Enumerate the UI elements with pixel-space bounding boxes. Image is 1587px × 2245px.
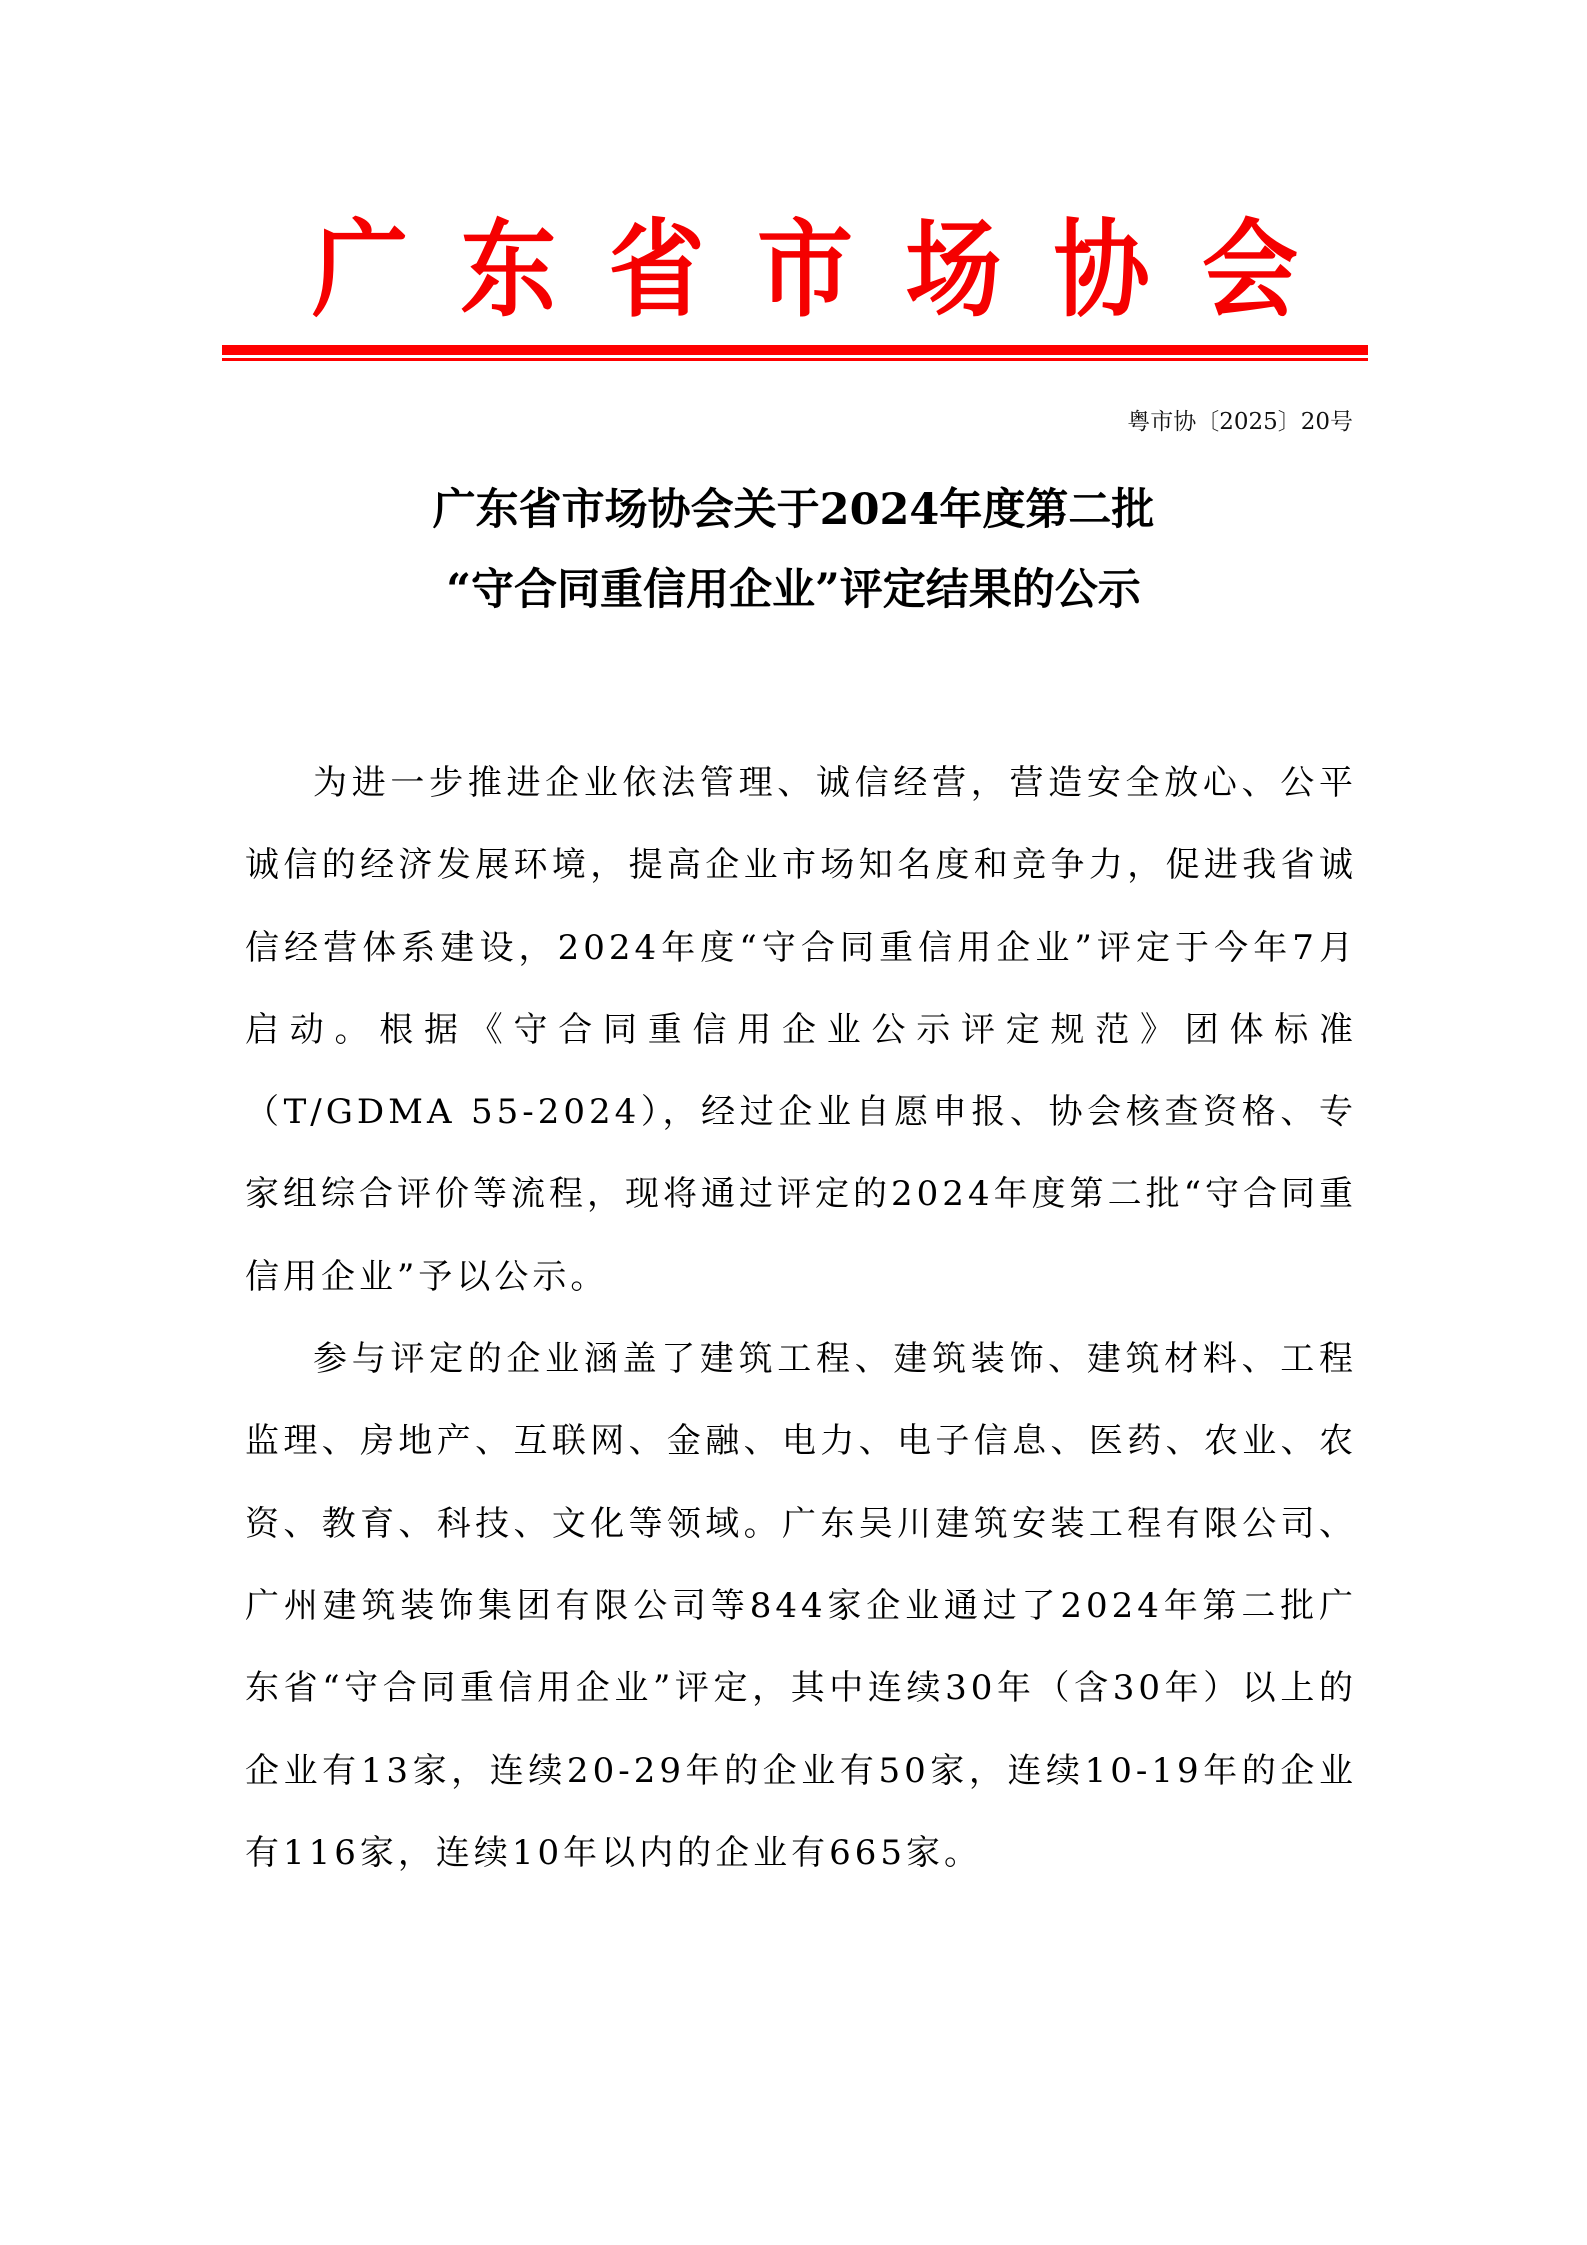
body-paragraph: 参与评定的企业涵盖了建筑工程、建筑装饰、建筑材料、工程监理、房地产、互联网、金融、电力、电子信息、医药、农业、农资、教育、科技、文化等领域。广东吴川建筑安装工程有限公司、广州建筑装饰集团有限公司等844家企业通过了2024年第二批广东省“守合同重信用企业”评定，其中连续30年（含30年）以上的企业有13家，连续20-29年的企业有50家，连续10-19年的企业有116家，连续10年以内的企业有665家。 bbox=[245, 1339, 1357, 1873]
document-body bbox=[245, 742, 1357, 1894]
letterhead-org-name bbox=[222, 207, 1368, 332]
letterhead-char: 协 bbox=[1053, 207, 1150, 332]
letterhead-char: 市 bbox=[756, 207, 853, 332]
body-paragraph: 为进一步推进企业依法管理、诚信经营，营造安全放心、公平诚信的经济发展环境，提高企业市场知名度和竞争力，促进我省诚信经营体系建设，2024年度“守合同重信用企业”评定于今年7月启动。根据《守合同重信用企业公示评定规范》团体标准（T/GDMA 55-2024），经过企业自愿申报、协会核查资格、专家组综合评价等流程，现将通过评定的2024年度第二批“守合同重信用企业”予以公示。 bbox=[245, 763, 1357, 1297]
letterhead-rule-thick bbox=[222, 345, 1368, 355]
letterhead-char: 广 bbox=[312, 207, 408, 332]
letterhead-char: 省 bbox=[608, 207, 705, 332]
document-number: 粤市协〔2025〕20号 bbox=[1127, 409, 1353, 435]
letterhead-char: 东 bbox=[460, 207, 557, 332]
title-line-2: “守合同重信用企业”评定结果的公示 bbox=[446, 565, 1141, 615]
letterhead-char: 场 bbox=[905, 207, 1002, 332]
title-line-1: 广东省市场协会关于2024年度第二批 bbox=[432, 485, 1155, 535]
letterhead-rule-thin bbox=[222, 358, 1368, 361]
letterhead-char: 会 bbox=[1201, 207, 1298, 332]
